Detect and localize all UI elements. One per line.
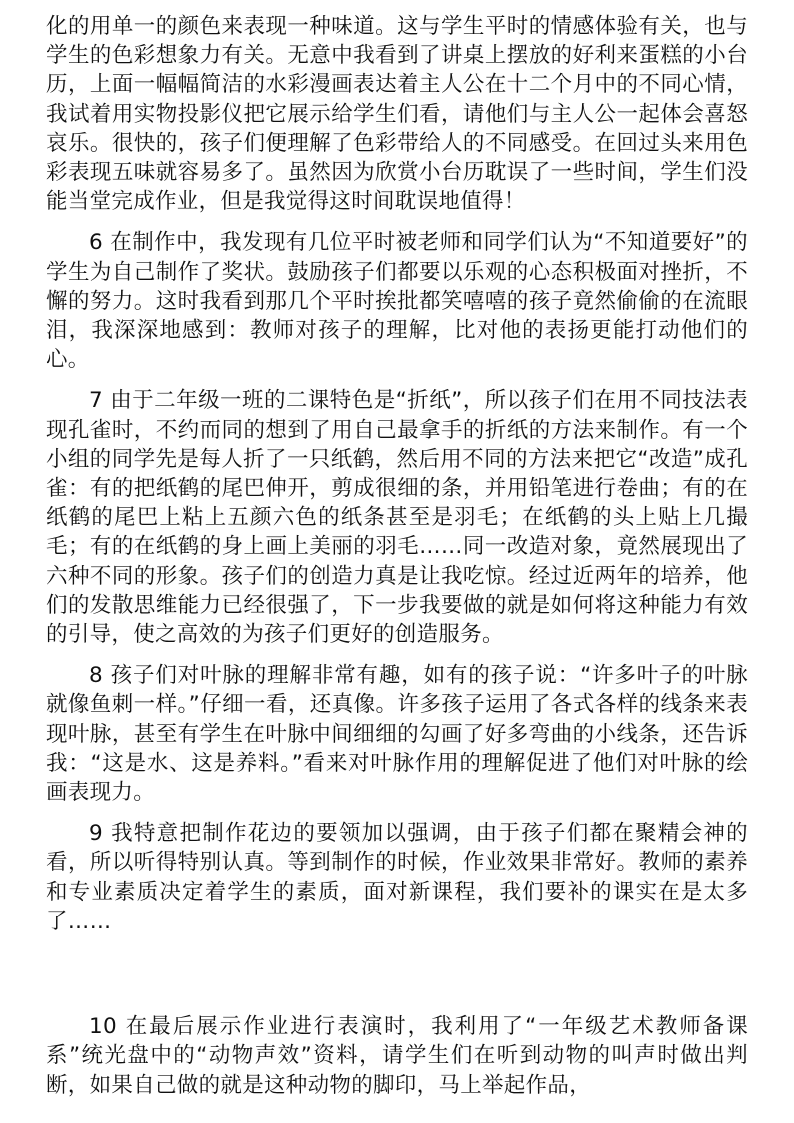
document-page: [46, 12, 748, 1112]
paragraph-continuation: 化的用单一的颜色来表现一种味道。这与学生平时的情感体验有关，也与学生的色彩想象力有关。无意中我看到了讲桌上摆放的好利来蛋糕的小台历，上面一幅幅简洁的水彩漫画表达着主人公在十二个月中的不同心情，我试着用实物投影仪把它展示给学生们看，请他们与主人公一起体会喜怒哀乐。很快的，孩子们便理解了色彩带给人的不同感受。在回过头来用色彩表现五味就容易多了。虽然因为欣赏小台历耽误了一些时间，学生们没能当堂完成作业，但是我觉得这时间耽误地值得！: [46, 14, 748, 215]
paragraph-9: 9 我特意把制作花边的要领加以强调，由于孩子们都在聚精会神的看，所以听得特别认真。等到制作的时候，作业效果非常好。教师的素养和专业素质决定着学生的素质，面对新课程，我们要补的课实在是太多了……: [46, 821, 748, 934]
paragraph-8: 8 孩子们对叶脉的理解非常有趣，如有的孩子说：“许多叶子的叶脉就像鱼刺一样。”仔细一看，还真像。许多孩子运用了各式各样的线条来表现叶脉，甚至有学生在叶脉中间细细的勾画了好多弯曲的小线条，还告诉我：“这是水、这是养料。”看来对叶脉作用的理解促进了他们对叶脉的绘画表现力。: [46, 663, 748, 806]
paragraph-7: 7 由于二年级一班的二课特色是“折纸”，所以孩子们在用不同技法表现孔雀时，不约而同的想到了用自己最拿手的折纸的方法来制作。有一个小组的同学先是每人折了一只纸鹤，然后用不同的方法来把它“改造”成孔雀：有的把纸鹤的尾巴伸开，剪成很细的条，并用铅笔进行卷曲；有的在纸鹤的尾巴上粘上五颜六色的纸条甚至是羽毛；在纸鹤的头上贴上几撮毛；有的在纸鹤的身上画上美丽的羽毛……同一改造对象，竟然展现出了六种不同的形象。孩子们的创造力真是让我吃惊。经过近两年的培养，他们的发散思维能力已经很强了，下一步我要做的就是如何将这种能力有效的引导，使之高效的为孩子们更好的创造服务。: [46, 388, 748, 648]
paragraph-10: 10 在最后展示作业进行表演时，我利用了“一年级艺术教师备课系”统光盘中的“动物声效”资料，请学生们在听到动物的叫声时做出判断，如果自己做的就是这种动物的脚印，马上举起作品，: [46, 1014, 748, 1098]
blank-gap: [46, 948, 748, 1012]
paragraph-6: 6 在制作中，我发现有几位平时被老师和同学们认为“不知道要好”的学生为自己制作了奖状。鼓励孩子们都要以乐观的心态积极面对挫折，不懈的努力。这时我看到那几个平时挨批都笑嘻嘻的孩子竟然偷偷的在流眼泪，我深深地感到：教师对孩子的理解，比对他的表扬更能打动他们的心。: [46, 230, 748, 373]
